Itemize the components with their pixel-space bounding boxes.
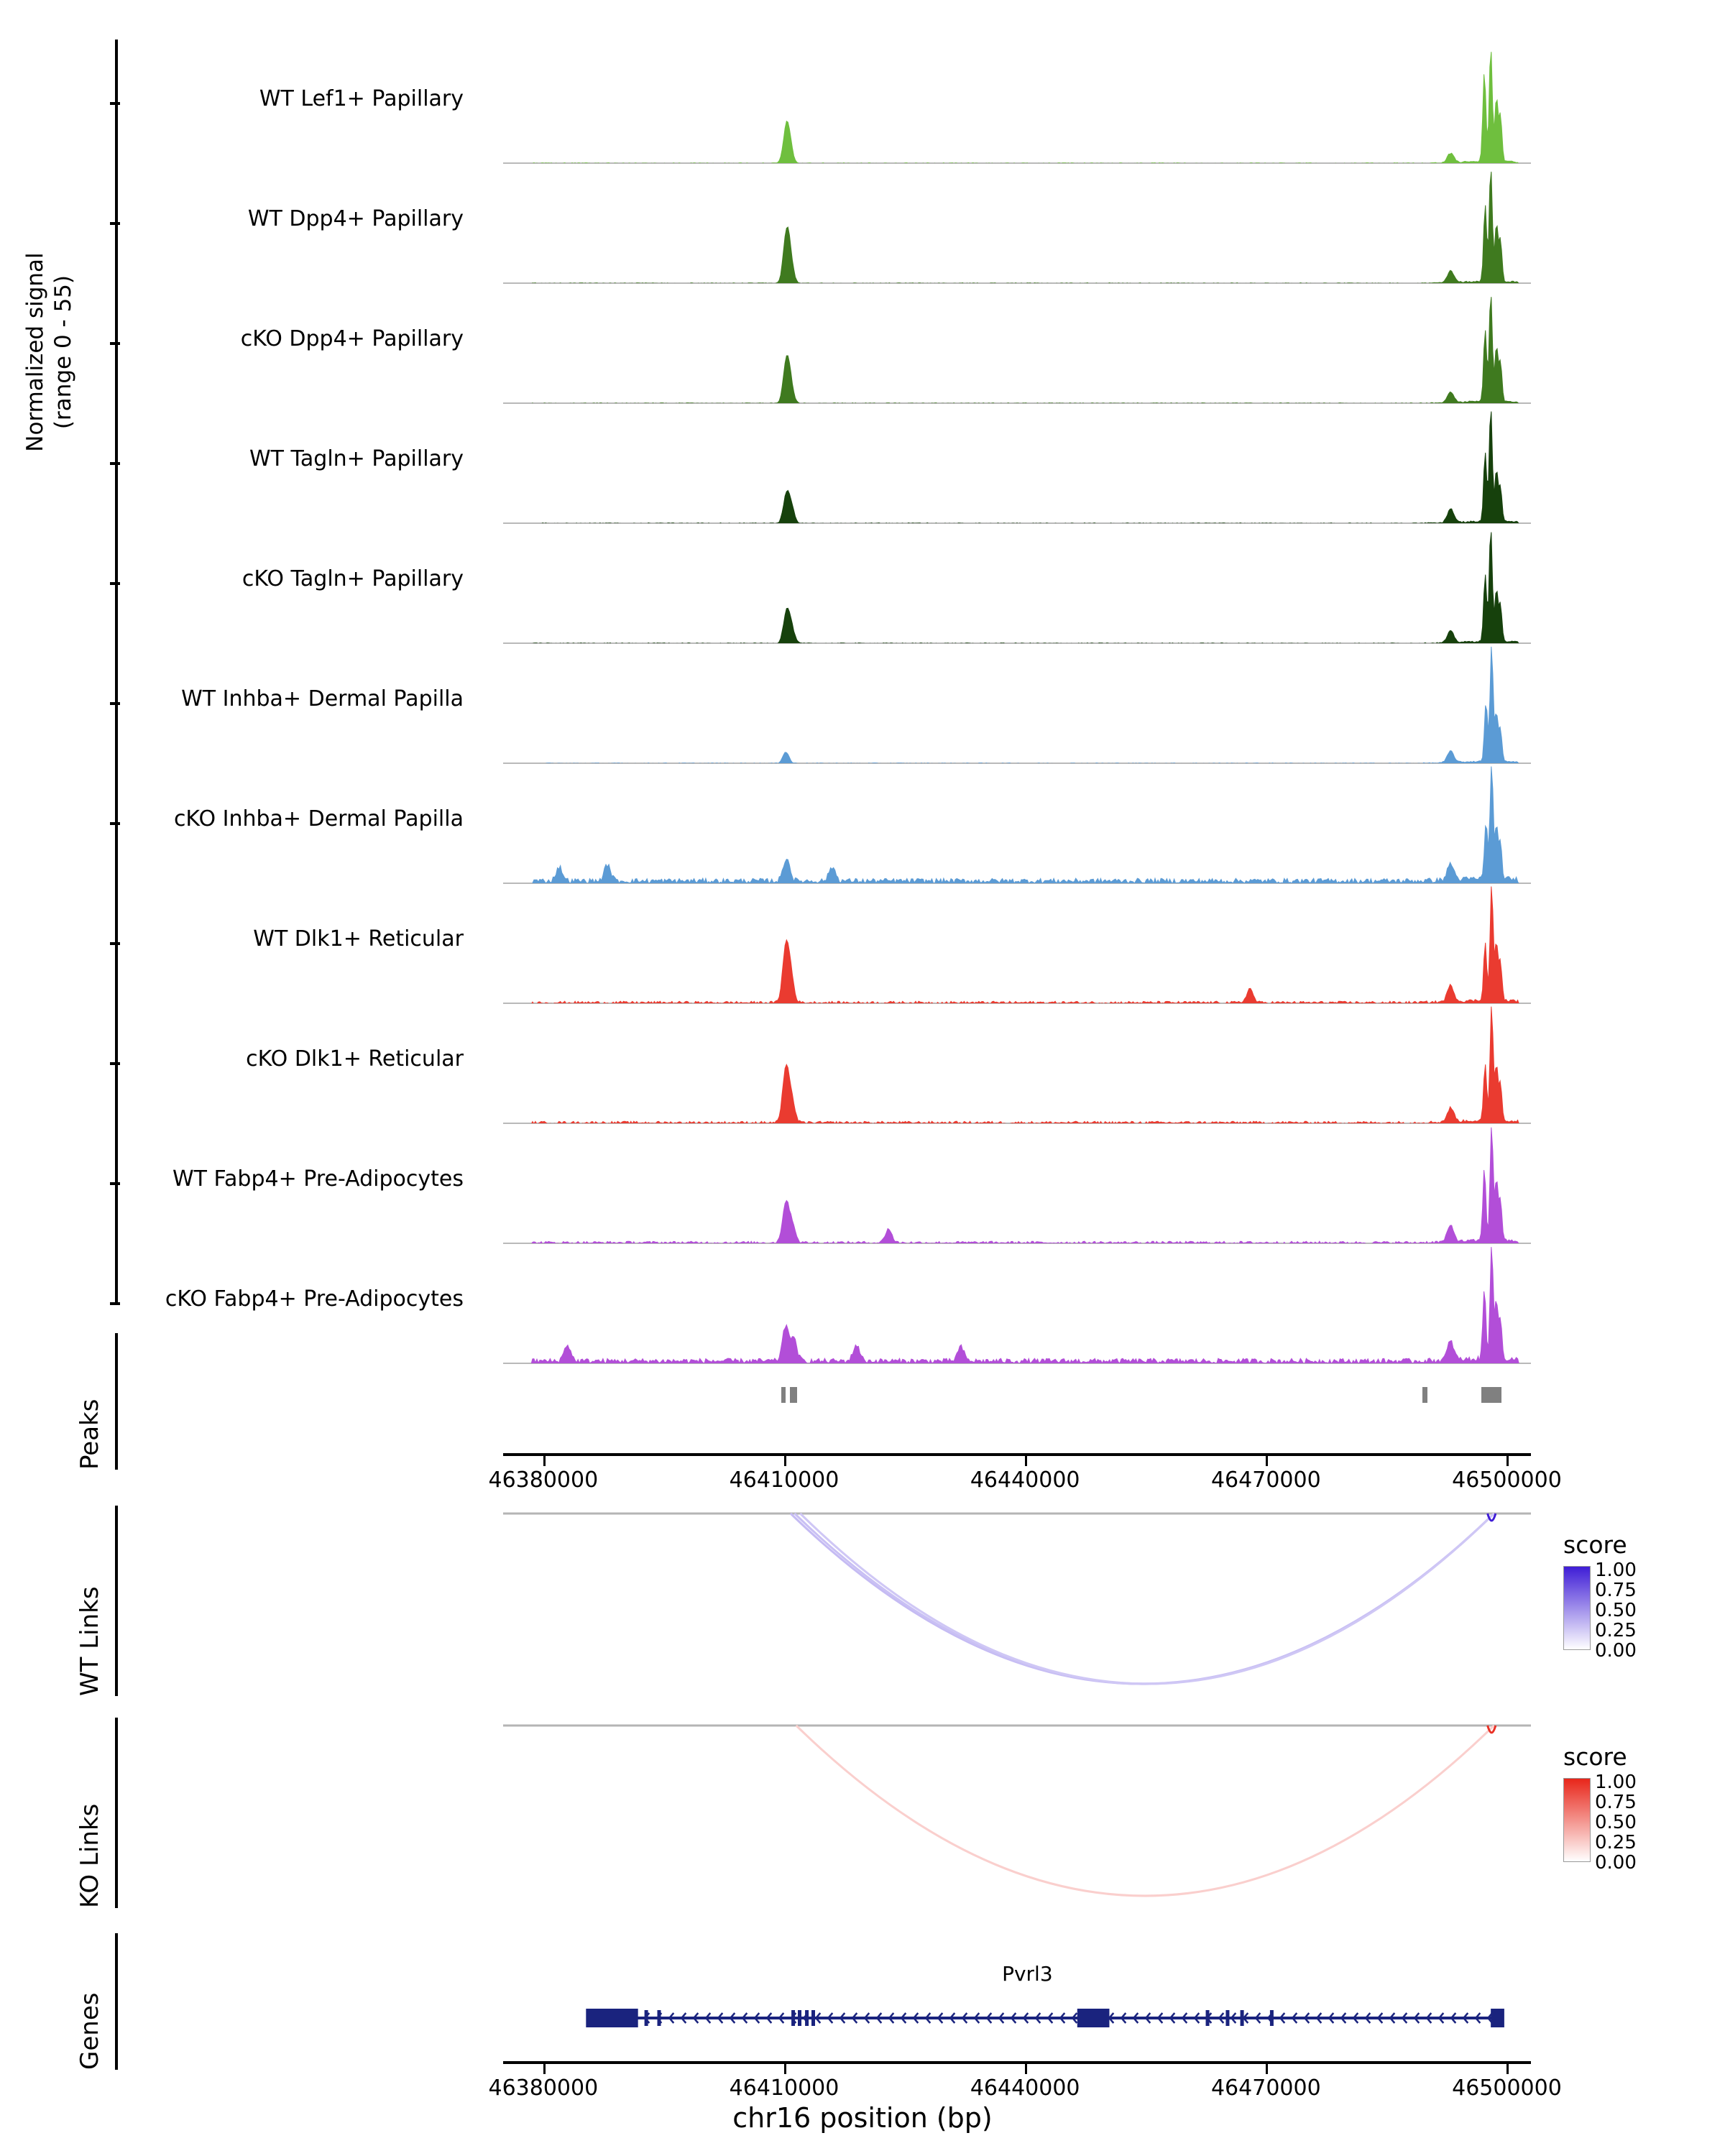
x-axis-tick (1025, 1456, 1027, 1466)
score-legend-label: 1.00 (1595, 1560, 1637, 1581)
score-legend-label: 0.50 (1595, 1600, 1637, 1621)
coverage-track (503, 1003, 1531, 1124)
coverage-signal (503, 164, 1531, 283)
y-axis-tick (110, 582, 120, 585)
y-axis-tick (110, 942, 120, 945)
track-label: WT Tagln+ Papillary (249, 446, 464, 471)
gene-exon (1077, 2009, 1110, 2027)
x-axis-tick (1506, 2064, 1509, 2074)
gene-end-cap (1501, 2009, 1504, 2027)
track-label: WT Dpp4+ Papillary (247, 206, 464, 231)
gene-name-label: Pvrl3 (1002, 1962, 1053, 1986)
coverage-track (503, 43, 1531, 164)
wt-links-section-label: WT Links (75, 1586, 104, 1696)
y-axis-tick (110, 1302, 120, 1305)
y-axis-tick (110, 1062, 120, 1065)
peaks-x-axis-line (503, 1453, 1531, 1456)
y-axis-label-line2: (range 0 - 55) (50, 275, 76, 430)
genes-x-axis-line (503, 2061, 1531, 2064)
x-axis-tick-label: 46500000 (1452, 1468, 1562, 1493)
x-axis-tick-label: 46440000 (970, 2076, 1080, 2101)
coverage-track (503, 643, 1531, 764)
x-axis-tick-label: 46380000 (488, 2076, 599, 2101)
peak-marker (1481, 1387, 1501, 1403)
y-axis-tick (110, 822, 120, 825)
coverage-signal (503, 44, 1531, 163)
coverage-track (503, 1123, 1531, 1244)
gene-exon (1225, 2010, 1229, 2026)
gene-exon (798, 2010, 801, 2026)
coverage-track (503, 1243, 1531, 1364)
coverage-signal (503, 284, 1531, 403)
ko-links-legend (1563, 1743, 1707, 1874)
coverage-signal (503, 884, 1531, 1003)
score-legend-label: 0.25 (1595, 1620, 1637, 1641)
x-axis-tick-label: 46410000 (729, 1468, 840, 1493)
ko-links-section-label: KO Links (75, 1803, 104, 1908)
coverage-track (503, 163, 1531, 284)
coverage-track (503, 283, 1531, 404)
track-label: WT Lef1+ Papillary (259, 86, 464, 111)
coverage-signal (503, 404, 1531, 523)
score-legend-label: 0.00 (1595, 1640, 1637, 1662)
x-axis-tick-label: 46410000 (729, 2076, 840, 2101)
track-label: WT Fabp4+ Pre-Adipocytes (172, 1166, 464, 1192)
coverage-track (503, 523, 1531, 644)
gene-exon (1491, 2009, 1503, 2027)
y-axis-label (22, 201, 78, 503)
y-axis-tick (110, 462, 120, 465)
y-axis-tick (110, 1182, 120, 1185)
wt-links-plot (503, 1509, 1531, 1696)
wt-links-legend-title: score (1563, 1531, 1627, 1559)
score-legend-label: 1.00 (1595, 1772, 1637, 1793)
coverage-axis-spine (115, 40, 118, 1304)
wt-links-legend (1563, 1531, 1707, 1662)
y-axis-tick (110, 342, 120, 345)
x-axis-tick (784, 1456, 786, 1466)
track-label: cKO Dlk1+ Reticular (246, 1046, 464, 1072)
track-label: WT Dlk1+ Reticular (253, 926, 464, 952)
x-axis-tick-label: 46380000 (488, 1468, 599, 1493)
x-axis-label: chr16 position (bp) (732, 2102, 993, 2134)
coverage-track (503, 763, 1531, 884)
track-label: cKO Tagln+ Papillary (242, 566, 464, 591)
score-legend-label: 0.00 (1595, 1852, 1637, 1874)
track-label: cKO Inhba+ Dermal Papilla (173, 806, 464, 831)
coverage-track (503, 883, 1531, 1004)
x-axis-tick-label: 46440000 (970, 1468, 1080, 1493)
coverage-signal (503, 524, 1531, 643)
coverage-signal (503, 1244, 1531, 1363)
x-axis-tick (1266, 1456, 1268, 1466)
x-axis-tick (784, 2064, 786, 2074)
coverage-track (503, 403, 1531, 524)
ko-links-legend-title: score (1563, 1743, 1627, 1771)
gene-exon (587, 2009, 638, 2027)
gene-exon (1241, 2010, 1244, 2026)
x-axis-tick (543, 1456, 546, 1466)
peak-marker (781, 1387, 786, 1403)
y-axis-tick (110, 102, 120, 105)
peaks-axis-spine (115, 1333, 118, 1470)
x-axis-tick (1025, 2064, 1027, 2074)
track-label: cKO Dpp4+ Papillary (240, 326, 464, 351)
x-axis-tick-label: 46500000 (1452, 2076, 1562, 2101)
coverage-signal (503, 644, 1531, 763)
x-axis-tick-label: 46470000 (1210, 1468, 1321, 1493)
track-label: WT Inhba+ Dermal Papilla (181, 686, 464, 711)
gene-exon (645, 2010, 648, 2026)
gene-model (503, 1998, 1531, 2041)
track-label: cKO Fabp4+ Pre-Adipocytes (165, 1286, 464, 1312)
gene-end-cap (586, 2009, 589, 2027)
score-legend-label: 0.25 (1595, 1832, 1637, 1853)
x-axis-tick (543, 2064, 546, 2074)
x-axis-tick (1506, 1456, 1509, 1466)
score-gradient-bar (1563, 1778, 1591, 1862)
coverage-signal (503, 1124, 1531, 1243)
y-axis-tick (110, 222, 120, 225)
score-legend-label: 0.75 (1595, 1792, 1637, 1813)
score-gradient-bar (1563, 1566, 1591, 1650)
peaks-section-label: Peaks (75, 1399, 104, 1470)
peak-marker (790, 1387, 797, 1403)
x-axis-tick-label: 46470000 (1210, 2076, 1321, 2101)
coverage-signal (503, 764, 1531, 883)
score-legend-label: 0.75 (1595, 1580, 1637, 1601)
gene-exon (811, 2010, 815, 2026)
peak-marker (1422, 1387, 1427, 1403)
score-legend-label: 0.50 (1595, 1812, 1637, 1833)
genes-section-label: Genes (75, 1992, 104, 2070)
gene-exon (658, 2010, 661, 2026)
gene-exon (1206, 2010, 1210, 2026)
x-axis-tick (1266, 2064, 1268, 2074)
wt-links-axis-spine (115, 1506, 118, 1696)
gene-exon (1270, 2010, 1274, 2026)
genes-axis-spine (115, 1933, 118, 2070)
y-axis-label-line1: Normalized signal (22, 252, 48, 452)
gene-exon (791, 2010, 795, 2026)
coverage-signal (503, 1004, 1531, 1123)
y-axis-tick (110, 702, 120, 705)
ko-links-axis-spine (115, 1718, 118, 1908)
peaks-track (503, 1387, 1531, 1403)
link-arc (796, 1726, 1494, 1896)
ko-links-plot (503, 1721, 1531, 1908)
gene-exon (805, 2010, 809, 2026)
